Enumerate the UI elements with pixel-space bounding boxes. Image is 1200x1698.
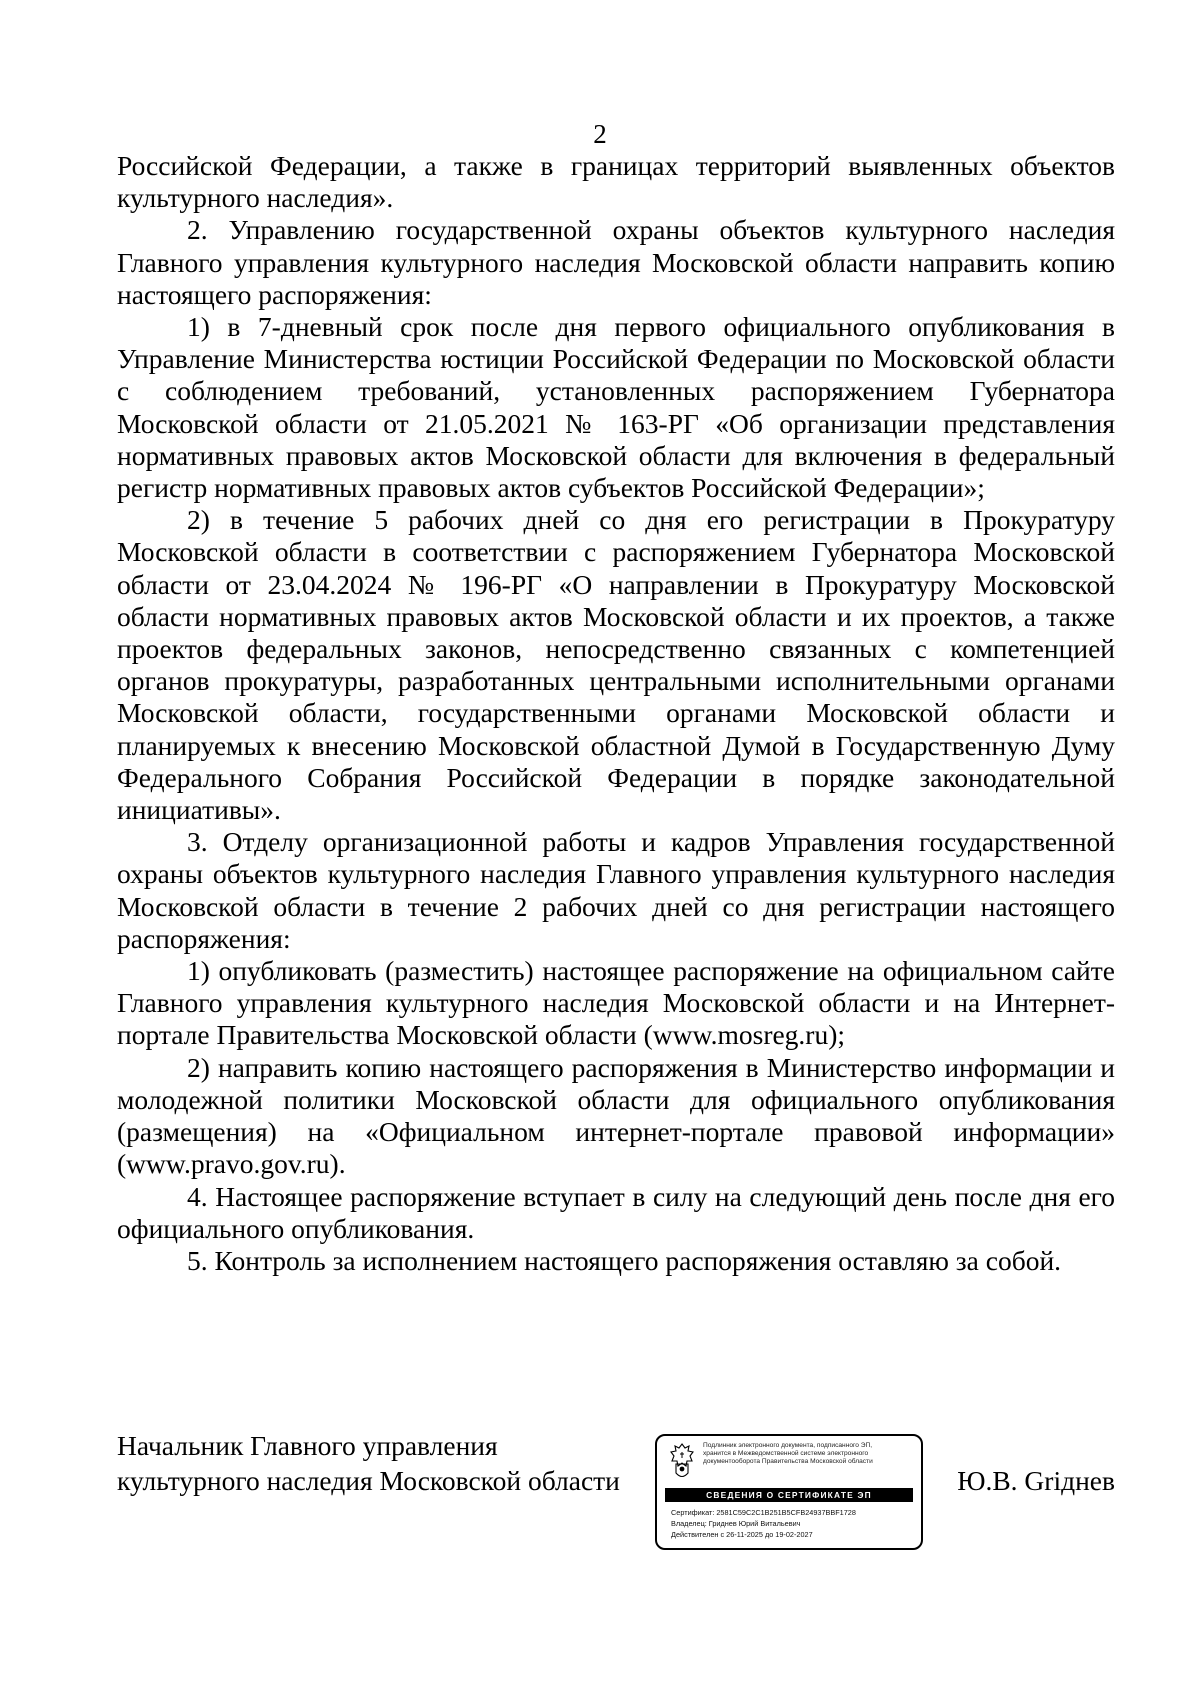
signer-position xyxy=(117,1428,620,1498)
signature-block xyxy=(117,1428,1115,1598)
paragraph-continuation: Российской Федерации, а также в границах территорий выявленных объектов культурного наследия». xyxy=(117,150,1115,214)
stamp-validity: Действителен с 26-11-2025 до 19-02-2027 xyxy=(671,1530,813,1539)
paragraph-item-2: 2. Управлению государственной охраны объектов культурного наследия Главного управления культурного наследия Московской области направить копию настоящего распоряжения: xyxy=(117,214,1115,310)
paragraph-subitem-3-1: 1) опубликовать (разместить) настоящее распоряжение на официальном сайте Главного управления культурного наследия Московской области и на Интернет- портале Правительства Московской области (www.mosreg.ru); xyxy=(117,955,1115,1051)
signer-position-line-2: культурного наследия Московской области xyxy=(117,1465,620,1496)
stamp-header: СВЕДЕНИЯ О СЕРТИФИКАТЕ ЭП xyxy=(665,1488,913,1502)
stamp-notice xyxy=(703,1442,917,1467)
electronic-signature-stamp xyxy=(655,1434,923,1550)
paragraph-subitem-2-2: 2) в течение 5 рабочих дней со дня его регистрации в Прокуратуру Московской области в соответствии с распоряжением Губернатора Московской области от 23.04.2024 № 196-РГ «О направлении в Прокуратуру Московской области нормативных правовых актов Московской области и их проектов, а также проектов федеральных законов, непосредственно связанных с компетенцией органов прокуратуры, разработанных центральными исполнительными органами Московской области, государственными органами Московской области и планируемых к внесению Московской областной Думой в Государственную Думу Федерального Собрания Российской Федерации в порядке законодательной инициативы». xyxy=(117,504,1115,826)
stamp-notice-line-2: хранится в Межведомственной системе электронного xyxy=(703,1450,869,1458)
coat-of-arms-icon xyxy=(667,1442,697,1482)
paragraph-item-5: 5. Контроль за исполнением настоящего распоряжения оставляю за собой. xyxy=(187,1244,1062,1276)
signer-name: Ю.В. Griднев xyxy=(957,1465,1115,1496)
stamp-certificate: Сертификат: 2581C59C2C1B251B5CFB24937BBF1728 xyxy=(671,1508,856,1517)
paragraph-subitem-3-2: 2) направить копию настоящего распоряжения в Министерство информации и молодежной политики Московской области для официального опубликования (размещения) на «Официальном интернет-портале правовой информации» (www.pravo.gov.ru). xyxy=(117,1051,1115,1180)
paragraph-item-4: 4. Настоящее распоряжение вступает в силу на следующий день после дня его официального опубликования. xyxy=(117,1180,1115,1244)
paragraph-item-3: 3. Отделу организационной работы и кадров Управления государственной охраны объектов культурного наследия Главного управления культурного наследия Московской области в течение 2 рабочих дней со дня регистрации настоящего распоряжения: xyxy=(117,826,1115,954)
document-body xyxy=(117,150,1115,1277)
paragraph-subitem-2-1: 1) в 7-дневный срок после дня первого официального опубликования в Управление Министерства юстиции Российской Федерации по Московской области с соблюдением требований, установленных распоряжением Губернатора Московской области от 21.05.2021 № 163-РГ «Об организации представления нормативных правовых актов Московской области для включения в федеральный регистр нормативных правовых актов субъектов Российской Федерации»; xyxy=(117,311,1115,504)
stamp-notice-line-3: документооборота Правительства Московской области xyxy=(703,1458,873,1466)
page-number: 2 xyxy=(593,119,607,149)
stamp-owner: Владелец: Гриднев Юрий Витальевич xyxy=(671,1519,801,1528)
stamp-notice-line-1: Подлинник электронного документа, подписанного ЭП, xyxy=(703,1442,873,1449)
signer-position-line-1: Начальник Главного управления xyxy=(117,1430,498,1461)
